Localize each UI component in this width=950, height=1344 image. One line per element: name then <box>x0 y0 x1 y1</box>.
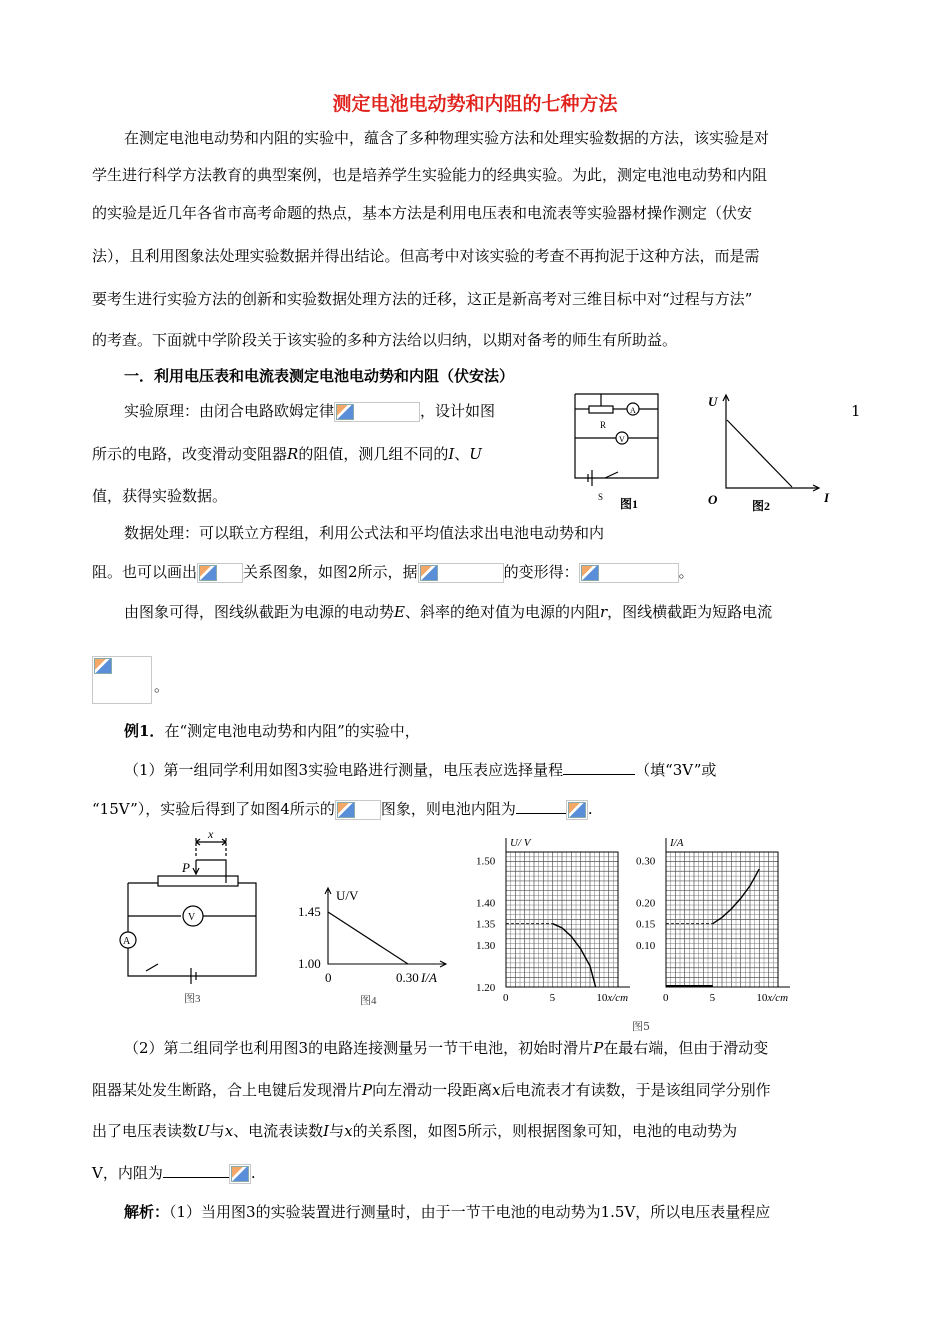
fig5-i-xtick: 10 <box>756 992 768 1004</box>
image-placeholder-icon <box>337 802 355 818</box>
question-1-line-2 <box>92 797 593 820</box>
short-current-end: 。 <box>154 677 170 695</box>
fig3-v-label: V <box>188 912 196 923</box>
text: . <box>587 800 593 818</box>
var-r: r <box>599 603 608 621</box>
question-1-line-1 <box>124 758 716 780</box>
text: 的阻值，测几组不同的 <box>298 445 449 463</box>
text: 所示的电路，改变滑动变阻器 <box>92 445 288 463</box>
intro-line-3: 的实验是近几年各省市高考命题的热点，基本方法是利用电压表和电流表等实验器材操作测定（伏安 <box>92 204 753 222</box>
figure-5-u-x-graph <box>474 832 644 1012</box>
var-r: R <box>287 445 299 463</box>
image-placeholder-icon <box>94 658 112 674</box>
example-label: 例1． <box>124 722 165 740</box>
fig2-caption: 图2 <box>752 499 771 513</box>
fig3-a-label: A <box>123 936 131 947</box>
figure-5-i-x-graph <box>636 832 816 1012</box>
text: 向左滑动一段距离 <box>372 1081 493 1099</box>
var-e: E <box>394 603 405 621</box>
formula-image-short-current <box>92 656 152 704</box>
var-x: x <box>492 1081 501 1099</box>
fig4-xlabel: I/A <box>421 970 437 985</box>
fig2-i-label: I <box>824 490 830 505</box>
answer-blank[interactable] <box>563 758 635 775</box>
image-placeholder-icon <box>199 565 217 581</box>
text: 在最右端，但由于滑动变 <box>603 1039 769 1057</box>
solution-line <box>124 1202 770 1222</box>
question-2-line-4 <box>92 1161 256 1184</box>
fig5-u-xtick: 0 <box>503 992 509 1004</box>
text: 阻。也可以画出 <box>92 563 198 581</box>
fig1-r-label: R <box>600 420 607 430</box>
formula-image-ohm <box>334 402 420 422</box>
intro-line-4: 法），且利用图象法处理实验数据并得出结论。但高考中对该实验的考查不再拘泥于这种方法，而是需 <box>92 247 760 265</box>
fig1-a-label: A <box>630 406 636 415</box>
principle-text: 实验原理：由闭合电路欧姆定律 <box>124 402 335 420</box>
figure-2-graph <box>700 390 840 518</box>
text: 阻器某处发生断路，合上电键后发现滑片 <box>92 1081 363 1099</box>
fig4-ytick-top: 1.45 <box>298 904 321 919</box>
answer-blank[interactable] <box>163 1161 229 1178</box>
text: “15V”），实验后得到了如图4所示的 <box>92 800 335 818</box>
section-heading: 一．利用电压表和电流表测定电池电动势和内阻（伏安法） <box>124 367 515 385</box>
intro-line-1: 在测定电池电动势和内阻的实验中，蕴含了多种物理实验方法和处理实验数据的方法，该实验是对 <box>124 129 770 147</box>
fig5-i-xlabel: x/cm <box>767 992 789 1004</box>
fig5-u-ytick: 1.30 <box>476 939 496 952</box>
fig5-i-xtick: 0 <box>663 992 669 1004</box>
figure-3-circuit <box>116 828 266 1008</box>
fig1-s-label: S <box>598 492 604 502</box>
text: 由图象可得，图线纵截距为电源的电动势 <box>124 603 395 621</box>
fig4-xtick-end: 0.30 <box>396 970 419 985</box>
text: V，内阻为 <box>92 1164 163 1182</box>
fig5-i-ytick: 0.15 <box>636 918 656 931</box>
fig4-xtick-zero: 0 <box>325 970 332 985</box>
intro-line-6: 的考查。下面就中学阶段关于该实验的多种方法给以归纳，以期对备考的师生有所助益。 <box>92 331 678 349</box>
principle-text-b: ，设计如图 <box>420 402 496 420</box>
fig3-x-label: x <box>208 828 214 841</box>
text: 、斜率的绝对值为电源的内阻 <box>404 603 600 621</box>
intro-line-2: 学生进行科学方法教育的典型案例，也是培养学生实验能力的经典实验。为此，测定电池电动势和内阻 <box>92 166 768 184</box>
fig4-ylabel: U/V <box>336 888 359 903</box>
formula-image-unit <box>566 800 588 820</box>
fig4-ytick-bottom: 1.00 <box>298 956 321 971</box>
text: . <box>250 1164 256 1182</box>
text: （1）当用图3的实验装置进行测量时，由于一节干电池的电动势为1.5V，所以电压表量程应 <box>169 1203 771 1221</box>
fig5-i-xtick: 5 <box>709 992 716 1004</box>
principle-line-3: 值，获得实验数据。 <box>92 487 228 505</box>
page-title: 测定电池电动势和内阻的七种方法 <box>332 93 618 115</box>
fig3-p-label: P <box>182 860 190 875</box>
text: （2）第二组同学也利用图3的电路连接测量另一节干电池，初始时滑片 <box>124 1039 594 1057</box>
fig3-caption: 图3 <box>184 993 201 1005</box>
intro-line-5: 要考生进行实验方法的创新和实验数据处理方法的迁移，这正是新高考对三维目标中对“过程与方法” <box>92 290 753 308</box>
text: 、电流表读数 <box>233 1122 324 1140</box>
image-placeholder-icon <box>420 565 438 581</box>
figure-4-graph <box>296 884 456 1010</box>
answer-blank[interactable] <box>516 797 566 814</box>
formula-image-ui-2 <box>335 800 381 820</box>
fig5-u-xtick: 10 <box>596 992 608 1004</box>
fig1-caption: 图1 <box>620 497 639 511</box>
var-u: U <box>197 1122 210 1140</box>
question-2-line-1 <box>124 1038 768 1058</box>
var-p: P <box>593 1039 604 1057</box>
graph-explain-line <box>124 602 772 622</box>
principle-line <box>124 401 495 422</box>
fig5-i-ytick: 0.20 <box>636 897 656 910</box>
question-2-line-3 <box>92 1121 737 1141</box>
text: （1）第一组同学利用如图3实验电路进行测量，电压表应选择量程 <box>124 761 564 779</box>
text: 在“测定电池电动势和内阻”的实验中， <box>164 722 420 740</box>
principle-line-2 <box>92 444 482 464</box>
text: （填“3V”或 <box>635 761 717 779</box>
image-placeholder-icon <box>231 1166 249 1182</box>
var-i: I <box>448 445 455 463</box>
text: 。 <box>678 563 694 581</box>
example-line <box>124 721 420 741</box>
image-placeholder-icon <box>568 802 586 818</box>
fig5-u-ytick: 1.35 <box>476 918 496 931</box>
fig2-o-label: O <box>708 492 718 507</box>
fig4-caption: 图4 <box>360 995 377 1007</box>
fig5-caption: 图5 <box>632 1020 650 1033</box>
var-x: x <box>344 1122 353 1140</box>
var-p: P <box>362 1081 373 1099</box>
formula-image-law <box>418 563 504 583</box>
fig5-i-ylabel: I/A <box>670 837 684 849</box>
image-placeholder-icon <box>336 404 354 420</box>
fig5-u-ytick: 1.50 <box>476 855 496 868</box>
text: 与 <box>209 1122 225 1140</box>
formula-image-ui <box>197 563 243 583</box>
fig5-u-xlabel: x/cm <box>607 992 629 1004</box>
fig1-v-label: V <box>619 435 625 444</box>
text: 关系图象，如图2所示，据 <box>243 563 418 581</box>
formula-image-unit-2 <box>229 1164 251 1184</box>
text: 、 <box>454 445 470 463</box>
fig5-u-ytick: 1.40 <box>476 897 496 910</box>
text: ，图线横截距为短路电流 <box>607 603 773 621</box>
var-i: I <box>323 1122 330 1140</box>
text: 与 <box>329 1122 345 1140</box>
text: 的关系图，如图5所示，则根据图象可知，电池的电动势为 <box>352 1122 738 1140</box>
text: 图象，则电池内阻为 <box>380 800 516 818</box>
var-x: x <box>224 1122 234 1140</box>
image-placeholder-icon <box>581 565 599 581</box>
var-u: U <box>469 445 482 463</box>
data-line-2 <box>92 562 694 583</box>
page-number: 1 <box>851 402 861 420</box>
fig5-i-ytick: 0.10 <box>636 939 656 952</box>
question-2-line-2 <box>92 1080 771 1100</box>
figure-1-circuit <box>570 388 670 516</box>
text: 出了电压表读数 <box>92 1122 198 1140</box>
data-line-1: 数据处理：可以联立方程组，利用公式法和平均值法求出电池电动势和内 <box>124 524 605 542</box>
fig5-u-ytick: 1.20 <box>476 982 496 994</box>
text: 后电流表才有读数，于是该组同学分别作 <box>500 1081 771 1099</box>
formula-image-transformed <box>579 563 679 583</box>
fig5-u-xtick: 5 <box>549 992 556 1004</box>
fig4-data-line <box>328 912 408 964</box>
text: 的变形得： <box>503 563 579 581</box>
solution-label: 解析： <box>124 1203 170 1221</box>
fig5-u-ylabel: U/ V <box>510 837 531 849</box>
fig2-u-label: U <box>708 394 718 409</box>
fig5-i-ytick: 0.30 <box>636 855 656 868</box>
